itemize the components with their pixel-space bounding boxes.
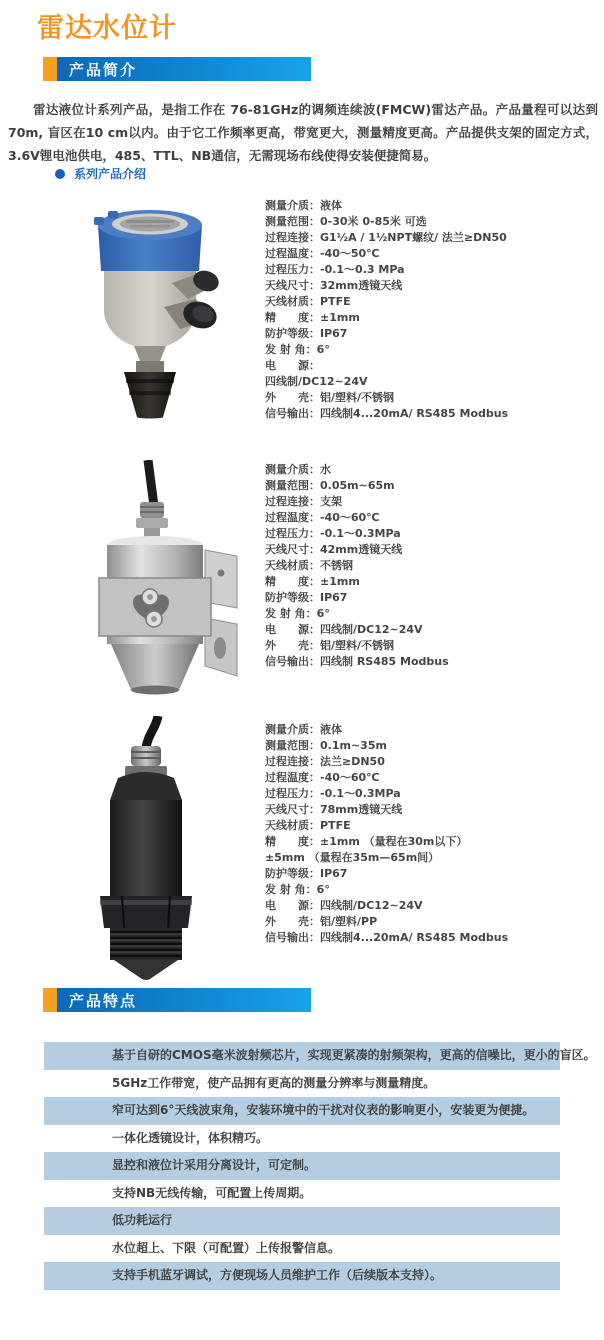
spec-line: 精 度：±1mm （量程在30m以下） <box>265 835 468 848</box>
feature-row: 显控和液位计采用分离设计，可定制。 <box>44 1152 560 1180</box>
spec-line: 测量范围：0-30米 0-85米 可选 <box>265 215 427 228</box>
intro-paragraph: 雷达液位计系列产品，是指工作在 76-81GHz的调频连续波(FMCW)雷达产品。产品量程可以达到70m, 盲区在10 cm以内。由于它工作频率更高，带宽更大，测量精度更高。产品提供支架的固定方式，3.6V锂电池供电，485、TTL、NB通信，无需现场布线使得安装便捷简易。 <box>8 102 598 163</box>
spec-line: 测量介质：水 <box>265 463 331 476</box>
spec-line: 防护等级：IP67 <box>265 591 348 604</box>
bullet-dot-icon <box>55 169 65 179</box>
spec-line: 过程连接：G1½A / 1½NPT螺纹/ 法兰≥DN50 <box>265 231 507 244</box>
series-intro-label: 系列产品介绍 <box>74 167 147 181</box>
spec-line: 过程连接：支架 <box>265 495 342 508</box>
spec-line: 防护等级：IP67 <box>265 867 348 880</box>
spec-line: 天线材质：PTFE <box>265 295 351 308</box>
spec-line: 四线制/DC12~24V <box>265 375 368 388</box>
orange-accent-square <box>43 988 57 1012</box>
spec-line: 信号输出：四线制4...20mA/ RS485 Modbus <box>265 931 509 944</box>
spec-line: 信号输出：四线制 RS485 Modbus <box>265 655 449 668</box>
feature-row: 基于自研的CMOS毫米波射频芯片，实现更紧凑的射频架构，更高的信噪比，更小的盲区。 <box>44 1042 560 1070</box>
spec-line: 信号输出：四线制4...20mA/ RS485 Modbus <box>265 407 509 420</box>
spec-line: 电 源：四线制/DC12~24V <box>265 899 423 912</box>
spec-line: 过程压力：-0.1～0.3 MPa <box>265 263 405 276</box>
feature-row: 支持NB无线传输，可配置上传周期。 <box>112 1185 312 1200</box>
spec-line: 天线尺寸：32mm透镜天线 <box>265 279 403 292</box>
section-header-features <box>43 988 311 1012</box>
spec-list-product-1 <box>265 198 600 422</box>
spec-line: 过程温度：-40～50℃ <box>265 247 380 260</box>
spec-line: 发 射 角：6° <box>265 883 330 896</box>
spec-line: 测量介质：液体 <box>265 723 342 736</box>
spec-line: 电 源： <box>265 359 320 372</box>
spec-line: 过程温度：-40～60℃ <box>265 771 380 784</box>
section-header-bar <box>57 988 311 1012</box>
section-header-bar <box>57 57 311 81</box>
spec-line: 精 度：±1mm <box>265 311 360 324</box>
spec-line: 测量范围：0.1m~35m <box>265 739 387 752</box>
section-header-intro-label: 产品简介 <box>69 60 138 79</box>
spec-line: 外 壳：铝/塑料/不锈钢 <box>265 391 395 404</box>
feature-row: 5GHz工作带宽，使产品拥有更高的测量分辨率与测量精度。 <box>112 1075 436 1090</box>
section-header-features-label: 产品特点 <box>69 991 138 1010</box>
spec-line: 电 源：四线制/DC12~24V <box>265 623 423 636</box>
spec-line: 天线尺寸：42mm透镜天线 <box>265 543 403 556</box>
spec-line: 过程连接：法兰≥DN50 <box>265 755 385 768</box>
product-photo-black-threaded-sensor <box>70 716 230 985</box>
spec-line: 过程压力：-0.1～0.3MPa <box>265 787 401 800</box>
spec-line: 测量介质：液体 <box>265 199 342 212</box>
spec-line: 防护等级：IP67 <box>265 327 348 340</box>
section-header-intro <box>43 57 311 81</box>
product-photo-blue-cap-gauge <box>60 195 240 424</box>
spec-list-product-2 <box>265 462 600 670</box>
spec-line: 外 壳：铝/塑料/不锈钢 <box>265 639 395 652</box>
spec-line: 测量范围：0.05m~65m <box>265 479 395 492</box>
spec-line: 外 壳：铝/塑料/PP <box>265 915 378 928</box>
spec-line: 过程压力：-0.1～0.3MPa <box>265 527 401 540</box>
product-photo-stainless-bracket-sensor <box>55 460 245 699</box>
feature-row: 窄可达到6°天线波束角，安装环境中的干扰对仪表的影响更小，安装更为便捷。 <box>44 1097 560 1125</box>
spec-line: 发 射 角：6° <box>265 607 330 620</box>
spec-list-product-3 <box>265 722 600 946</box>
page-title: 雷达水位计 <box>37 13 177 44</box>
spec-line: ±5mm （量程在35m—65m间） <box>265 851 440 864</box>
spec-line: 过程温度：-40～60℃ <box>265 511 380 524</box>
feature-row: 一体化透镜设计，体积精巧。 <box>112 1130 269 1145</box>
orange-accent-square <box>43 57 57 81</box>
feature-row: 低功耗运行 <box>44 1207 560 1235</box>
feature-list <box>44 1042 596 1290</box>
spec-line: 发 射 角：6° <box>265 343 330 356</box>
feature-row: 支持手机蓝牙调试，方便现场人员维护工作（后续版本支持）。 <box>44 1262 560 1290</box>
spec-line: 天线尺寸：78mm透镜天线 <box>265 803 403 816</box>
spec-line: 天线材质：不锈钢 <box>265 559 353 572</box>
series-intro-row <box>55 165 146 182</box>
feature-row: 水位超上、下限（可配置）上传报警信息。 <box>112 1240 341 1255</box>
spec-line: 精 度：±1mm <box>265 575 360 588</box>
spec-line: 天线材质：PTFE <box>265 819 351 832</box>
